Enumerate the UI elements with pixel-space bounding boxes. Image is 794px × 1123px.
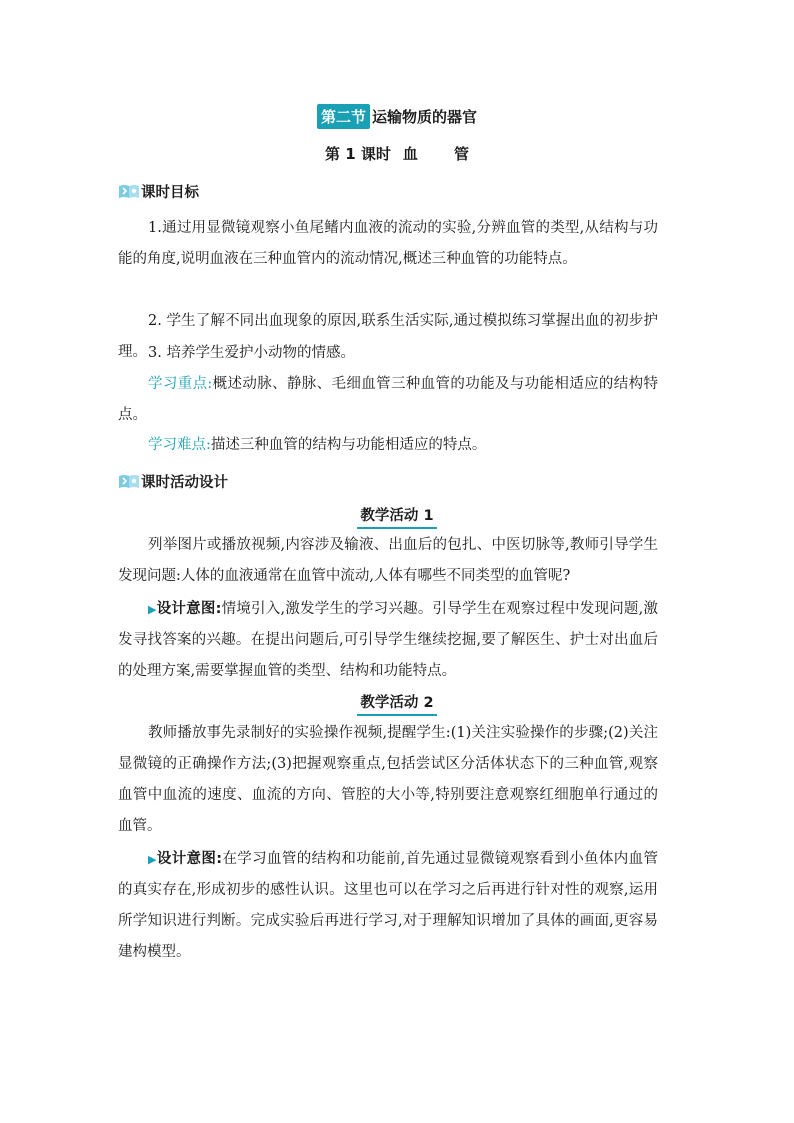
key-point bbox=[118, 369, 658, 431]
book-icon bbox=[118, 183, 140, 199]
lesson-number: 第 1 课时 bbox=[325, 145, 391, 163]
difficulty-label: 学习难点: bbox=[148, 437, 211, 453]
objective-item-2: 2. 学生了解不同出血现象的原因,联系生活实际,通过模拟练习掌握出血的初步护理。 bbox=[118, 313, 658, 360]
book-icon bbox=[118, 473, 140, 489]
intent-label: 设计意图: bbox=[156, 601, 222, 617]
lesson-title-char-b: 管 bbox=[453, 145, 469, 163]
section-tag: 第二节 bbox=[317, 104, 370, 129]
triangle-right-icon: ▶ bbox=[148, 603, 157, 616]
difficulty-point bbox=[118, 430, 658, 461]
intent-text: 情境引入,激发学生的学习兴趣。引导学生在观察过程中发现问题,激发寻找答案的兴趣。在提出问题后,可引导学生继续挖掘,要了解医生、护士对出血后的处理方案,需要掌握血管的类型、结构和功能特点。 bbox=[118, 601, 658, 679]
objectives-heading bbox=[118, 180, 199, 202]
activity-1-title: 教学活动 1 bbox=[0, 504, 794, 529]
lesson-title-char-a: 血 bbox=[402, 145, 418, 163]
intent-label: 设计意图: bbox=[156, 851, 223, 867]
objective-item-3: 3. 培养学生爱护小动物的情感。 bbox=[148, 345, 355, 361]
activity-2-intent bbox=[118, 844, 658, 968]
objectives-heading-text: 课时目标 bbox=[141, 184, 199, 201]
lesson-title bbox=[0, 143, 794, 164]
intent-text: 在学习血管的结构和功能前,首先通过显微镜观察看到小鱼体内血管的真实存在,形成初步的感性认识。这里也可以在学习之后再进行针对性的观察,运用所学知识进行判断。完成实验后再进行学习,对于理解知识增加了具体的画面,更容易建构模型。 bbox=[118, 851, 658, 960]
activity-2-body: 教师播放事先录制好的实验操作视频,提醒学生:(1)关注实验操作的步骤;(2)关注显微镜的正确操作方法;(3)把握观察重点,包括尝试区分活体状态下的三种血管,观察血管中血流的速度、血流的方向、管腔的大小等,特别要注意观察红细胞单行通过的血管。 bbox=[118, 725, 658, 834]
activity-1-intent bbox=[118, 594, 658, 687]
triangle-right-icon: ▶ bbox=[148, 853, 157, 866]
design-heading bbox=[118, 470, 228, 492]
activity-2-title: 教学活动 2 bbox=[0, 691, 794, 716]
section-title: 运输物质的器官 bbox=[372, 108, 478, 126]
activity-1-body: 列举图片或播放视频,内容涉及输液、出血后的包扎、中医切脉等,教师引导学生发现问题:人体的血液通常在血管中流动,人体有哪些不同类型的血管呢? bbox=[118, 537, 658, 584]
objective-item-1: 1.通过用显微镜观察小鱼尾鳍内血液的流动的实验,分辨血管的类型,从结构与功能的角度,说明血液在三种血管内的流动情况,概述三种血管的功能特点。 bbox=[118, 220, 658, 267]
chapter-title bbox=[0, 104, 794, 129]
key-point-text: 概述动脉、静脉、毛细血管三种血管的功能及与功能相适应的结构特点。 bbox=[118, 376, 658, 423]
key-point-label: 学习重点: bbox=[148, 376, 213, 392]
difficulty-text: 描述三种血管的结构与功能相适应的特点。 bbox=[210, 437, 487, 453]
design-heading-text: 课时活动设计 bbox=[141, 474, 228, 491]
